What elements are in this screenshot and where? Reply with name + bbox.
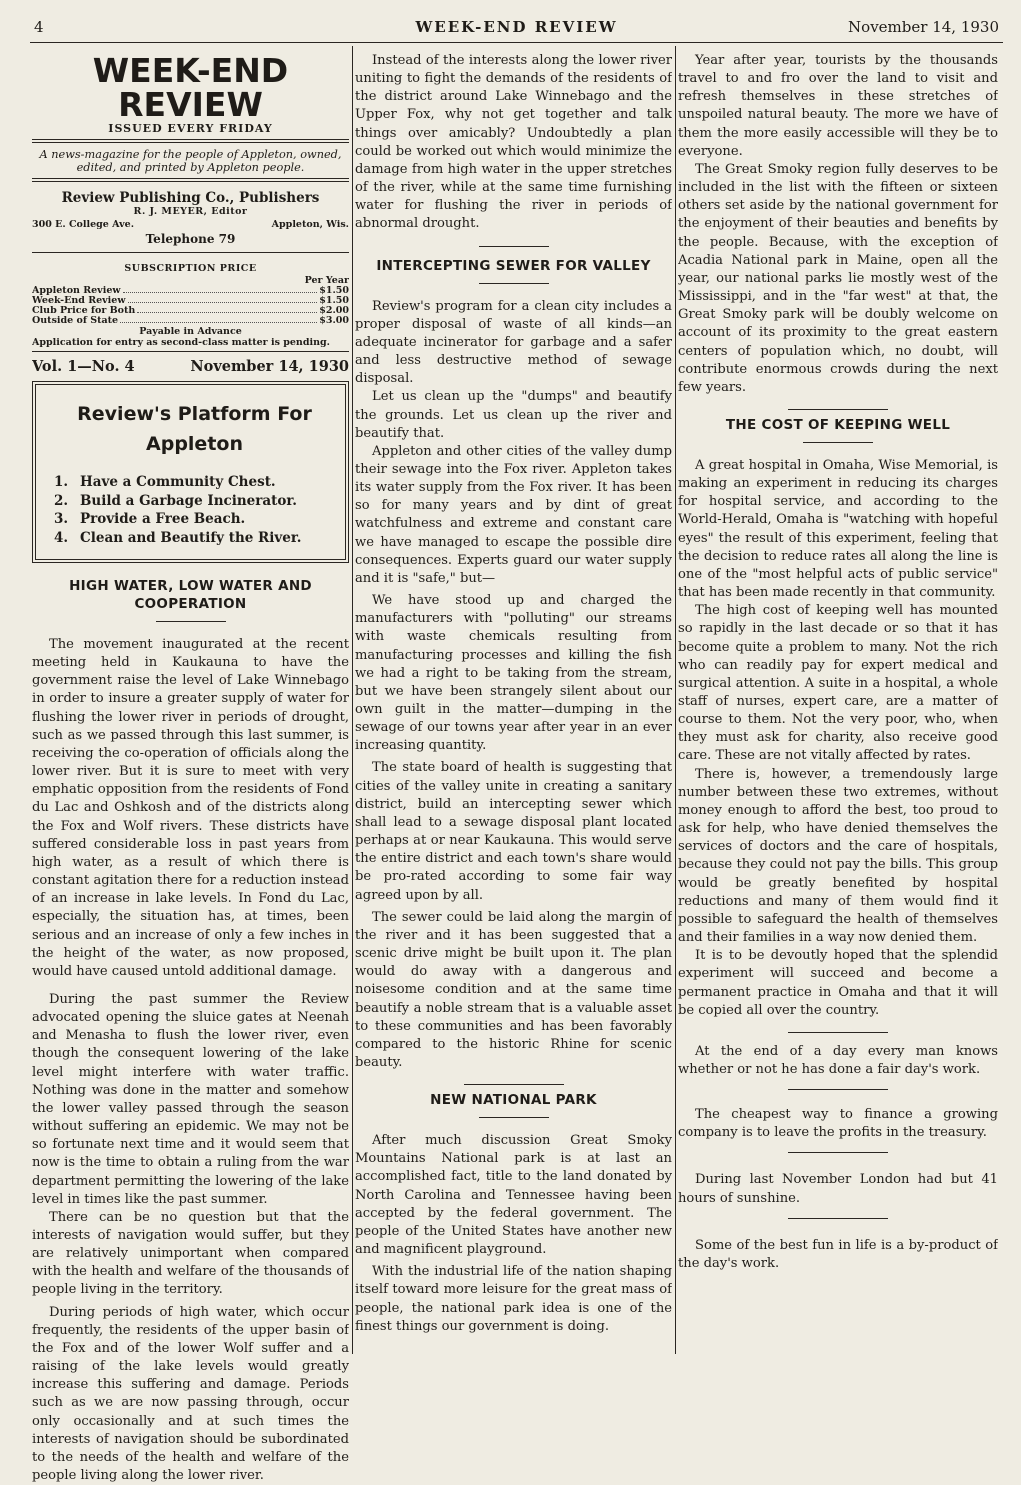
subscription-heading: SUBSCRIPTION PRICE bbox=[124, 263, 257, 274]
city: Appleton, Wis. bbox=[271, 219, 349, 230]
divider bbox=[32, 181, 349, 182]
divider bbox=[32, 142, 349, 143]
application-note: Application for entry as second-class matter is pending. bbox=[32, 337, 330, 348]
article-sewer-body bbox=[355, 298, 672, 1073]
filler-paragraph: At the end of a day every man knows whether or not he has done a fair day's work. bbox=[678, 1043, 998, 1077]
platform-item bbox=[54, 473, 335, 492]
platform-item-number: 4. bbox=[54, 529, 69, 546]
platform-item bbox=[54, 492, 335, 511]
telephone: Telephone 79 bbox=[145, 232, 236, 246]
paragraph: The sewer could be laid along the margin of the river and it has been suggested that a scenic drive might be built upon it. The plan would do away with a dangerous and noisesome condition and at the same time beautify a noble stream that is a valuable asset to these communities and has been favorably compared to the historic Rhine for scenic beauty. bbox=[355, 909, 672, 1070]
price-value: $3.00 bbox=[319, 315, 349, 326]
masthead-tagline: A news-magazine for the people of Appleton, owned, edited, and printed by Appleton people. bbox=[39, 148, 342, 174]
masthead-issued: ISSUED EVERY FRIDAY bbox=[108, 122, 273, 135]
price-value: $1.50 bbox=[319, 295, 349, 306]
column-2 bbox=[355, 52, 672, 1336]
volume-number: Vol. 1—No. 4 bbox=[32, 358, 135, 375]
price-name: Appleton Review bbox=[32, 285, 121, 296]
platform-title: Review's Platform For Appleton bbox=[77, 403, 312, 455]
paragraph: The state board of health is suggesting that cities of the valley unite in creating a sanitary district, build an intercepting sewer which shall lead to a sewage disposal plant located perhaps at or near Kaukauna. This would serve the entire district and each town's share would be pro-rated according to some fair way agreed upon by all. bbox=[355, 760, 672, 903]
paragraph: The movement inaugurated at the recent meeting held in Kaukauna to have the government raise the level of Lake Winnebago in order to insure a greater supply of water for flushing the lower river in periods of drought, such as we passed through this last summer, is receiving the co-operation of officials along the lower river. But it is sure to meet with very emphatic opposition from the residents of Fond du Lac and Oshkosh and of the districts along the Fox and Wolf rivers. These districts have suffered considerable loss in past years from high water, as a result of which there is constant agitation there for a reduction instead of an increase in lake levels. In Fond du Lac, especially, the situation has, at times, been serious and an increase of only a few inches in the height of the water, as now proposed, would have caused untold additional damage. bbox=[32, 637, 349, 979]
running-head-title: WEEK-END REVIEW bbox=[415, 18, 618, 36]
paragraph: Review's program for a clean city includes a proper disposal of waste of all kinds—an adequate incinerator for garbage and a safer and less destructive method of sewage disposal. bbox=[355, 298, 672, 387]
volume-line bbox=[32, 358, 349, 375]
price-list bbox=[32, 286, 349, 326]
filler-paragraph: The cheapest way to finance a growing company is to leave the profits in the treasury. bbox=[678, 1107, 998, 1141]
editor: R. J. MEYER, Editor bbox=[133, 206, 248, 217]
publisher: Review Publishing Co., Publishers bbox=[61, 190, 320, 206]
column-rule bbox=[675, 46, 676, 1354]
filler-paragraph: Some of the best fun in life is a by-product of the day's work. bbox=[678, 1237, 998, 1271]
street-address: 300 E. College Ave. bbox=[32, 219, 135, 230]
address-line bbox=[32, 219, 349, 230]
page-number: 4 bbox=[34, 18, 44, 36]
platform-item-text: Provide a Free Beach. bbox=[80, 511, 246, 527]
paragraph: The high cost of keeping well has mounted so rapidly in the last decade or so that it has become quite a problem to many. Not the rich who can readily pay for expert medical and surgical attention. A suite in a hospital, a whole staff of nurses, expert care, are a matter of course to them. Not the very poor, who, when they must ask for charity, also receive good care. These are not vitally affected by rates. bbox=[678, 603, 998, 764]
divider bbox=[32, 351, 349, 352]
price-row bbox=[32, 316, 349, 326]
masthead bbox=[32, 54, 349, 135]
price-value: $2.00 bbox=[319, 305, 349, 316]
platform-item bbox=[54, 510, 335, 529]
paragraph: A great hospital in Omaha, Wise Memorial, is making an experiment in reducing its charges for hospital service, and according to the World-Herald, Omaha is "watching with hopeful eyes" the result of this experiment, feeling that the decision to reduce rates all along the line is one of the "most helpful acts of public service" that has been made recently in that community. bbox=[678, 457, 998, 601]
price-name: Week-End Review bbox=[32, 295, 126, 306]
column-1 bbox=[32, 52, 349, 1485]
price-value: $1.50 bbox=[319, 285, 349, 296]
headline-high-water: HIGH WATER, LOW WATER AND COOPERATION bbox=[69, 578, 312, 612]
platform-box bbox=[32, 381, 349, 563]
article-park-body bbox=[355, 1132, 672, 1336]
paragraph: Let us clean up the "dumps" and beautify the grounds. Let us clean up the river and beautify that. bbox=[355, 389, 672, 441]
paragraph: There can be no question but that the interests of navigation would suffer, but they are relatively unimportant when compared with the health and welfare of the thousands of people living in the territory. bbox=[32, 1209, 349, 1298]
leader-dots bbox=[128, 296, 318, 303]
divider bbox=[32, 178, 349, 179]
paragraph: During the past summer the Review advocated opening the sluice gates at Neenah and Menasha to flush the lower river, even though the consequent lowering of the lake level might interfere with water traffic. Nothing was done in the matter and somehow the lower valley passed through the season without suffering an epidemic. We may not be so fortunate next time and it would seem that now is the time to obtain a ruling from the war department permitting the lowering of the lake level in times like the past summer. bbox=[32, 991, 349, 1207]
platform-item-number: 3. bbox=[54, 511, 69, 527]
payable-note: Payable in Advance bbox=[139, 326, 242, 337]
filler-paragraph: During last November London had but 41 hours of sunshine. bbox=[678, 1172, 998, 1206]
divider bbox=[32, 139, 349, 140]
headline-sewer: INTERCEPTING SEWER FOR VALLEY bbox=[376, 257, 651, 274]
paragraph: It is to be devoutly hoped that the splendid experiment will succeed and become a permanent practice in Omaha and that it will be copied all over the country. bbox=[678, 948, 998, 1018]
platform-item-number: 2. bbox=[54, 492, 69, 509]
running-head-date: November 14, 1930 bbox=[848, 18, 999, 36]
column-rule bbox=[352, 46, 353, 1354]
article-park-continued bbox=[678, 52, 998, 397]
divider bbox=[32, 252, 349, 253]
platform-item bbox=[54, 529, 335, 548]
paragraph: Appleton and other cities of the valley dump their sewage into the Fox river. Appleton takes its water supply from the Fox river. It has been so for many years and by dint of great watchfulness and extreme and constant care we have managed to escape the possible dire consequences. Experts guard our water supply and it is "safe," but— bbox=[355, 443, 672, 586]
paragraph: After much discussion Great Smoky Mountains National park is at last an accomplished fact, title to the land donated by North Carolina and Tennessee having been accepted by the federal government. The people of the United States have another new and magnificent playground. bbox=[355, 1133, 672, 1258]
running-head bbox=[34, 18, 999, 40]
platform-list bbox=[54, 473, 335, 547]
platform-item-number: 1. bbox=[54, 474, 69, 490]
paragraph: Year after year, tourists by the thousands travel to and fro over the land to visit and refresh themselves in these stretches of unspoiled natural beauty. The more we have of them the more easily accessible will they be to everyone. bbox=[678, 53, 998, 159]
price-name: Club Price for Both bbox=[32, 305, 136, 316]
platform-item-text: Have a Community Chest. bbox=[80, 474, 276, 490]
article-high-water-continued bbox=[355, 52, 672, 234]
article-cost-body bbox=[678, 457, 998, 1020]
leader-dots bbox=[120, 316, 317, 323]
paragraph: The Great Smoky region fully deserves to be included in the list with the fifteen or sixteen others set aside by the national government for the enjoyment of their beauties and benefits by the people. Because, with the exception of Acadia National park in Maine, open all the year, our national parks lie mostly west of the Mississippi, and in the "far west" at that, the Great Smoky park will be doubly welcome on account of its proximity to the great eastern centers of population which, no doubt, will contribute enormous crowds during the next few years. bbox=[678, 161, 998, 395]
volume-date: November 14, 1930 bbox=[190, 358, 349, 375]
masthead-title: WEEK-END REVIEW bbox=[92, 52, 289, 124]
paragraph: With the industrial life of the nation shaping itself toward more leisure for the great mass of people, the national park idea is one of the finest things our government is doing. bbox=[355, 1264, 672, 1334]
paragraph: During periods of high water, which occur frequently, the residents of the upper basin of the Fox and of the lower Wolf suffer and a raising of the lake levels would greatly increase this suffering and damage. Periods such as we are now passing through, occur only occasionally and at such times the interests of navigation should be subordinated to the needs of the health and welfare of the people living along the lower river. bbox=[32, 1304, 349, 1484]
article-high-water-body bbox=[32, 636, 349, 1485]
paragraph: Instead of the interests along the lower river uniting to fight the demands of the residents of the district around Lake Winnebago and the Upper Fox, why not get together and talk things over amicably? Undoubtedly a plan could be worked out which would minimize the damage from high water in the upper stretches of the river, while at the same time furnishing water for flushing the river in periods of abnormal drought. bbox=[355, 53, 672, 232]
top-rule bbox=[30, 42, 1003, 43]
leader-dots bbox=[123, 286, 318, 293]
per-year-label: Per Year bbox=[304, 275, 349, 286]
platform-item-text: Clean and Beautify the River. bbox=[80, 529, 302, 546]
price-name: Outside of State bbox=[32, 315, 119, 326]
column-3 bbox=[678, 52, 998, 1273]
paragraph: There is, however, a tremendously large number between these two extremes, without money enough to afford the best, too proud to ask for help, who have denied themselves the services of doctors and the care of hospitals, because they could not pay the bills. This group would be greatly benefited by hospital reductions and many of them would find it possible to safeguard the health of themselves and their families in a way now denied them. bbox=[678, 766, 998, 946]
paragraph: We have stood up and charged the manufacturers with "polluting" our streams with waste chemicals resulting from manufacturing processes and killing the fish we had a right to be taking from the stream, but we have been strangely silent about our own guilt in the matter—dumping in the sewage of our towns year after year in an ever increasing quantity. bbox=[355, 593, 672, 754]
headline-park: NEW NATIONAL PARK bbox=[430, 1092, 597, 1109]
headline-cost: THE COST OF KEEPING WELL bbox=[725, 416, 951, 433]
leader-dots bbox=[137, 306, 317, 313]
platform-item-text: Build a Garbage Incinerator. bbox=[80, 492, 297, 509]
